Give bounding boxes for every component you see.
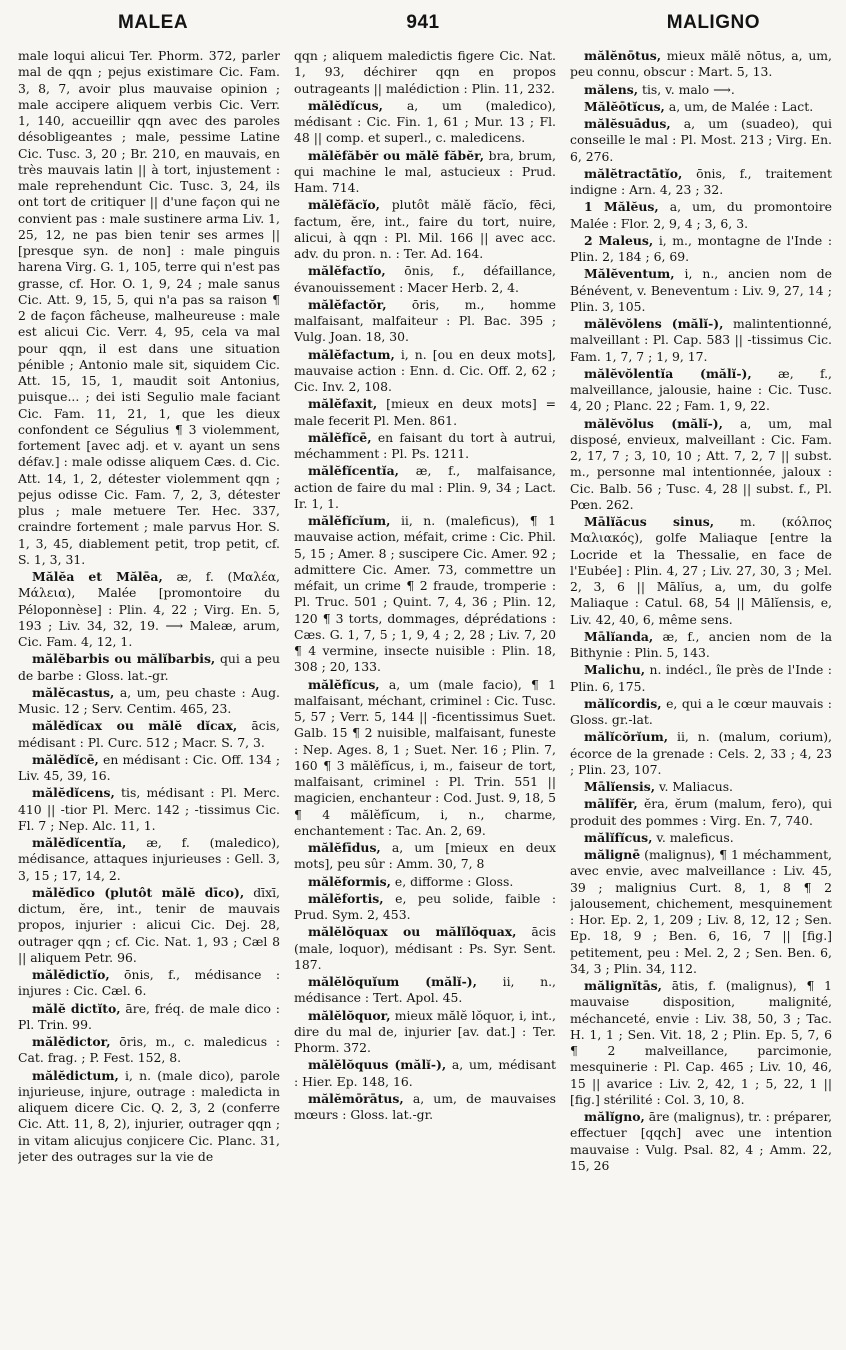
entry-headword: mălĭcŏrĭum, xyxy=(584,729,669,745)
dictionary-entry xyxy=(570,82,832,98)
dictionary-entry xyxy=(18,651,280,684)
dictionary-entry xyxy=(570,629,832,662)
entry-definition: mieux mălĕ nōtus, a, um, peu connu, obscur : Mart. 5, 13. xyxy=(570,48,832,80)
entry-definition: ōnis, f., médisance : injures : Cic. Cæl. 6. xyxy=(18,967,280,999)
entry-headword: mălĕfĭcentĭa, xyxy=(308,463,399,479)
entry-definition: a, um, mal disposé, envieux, malveillant : Cic. Fam. 2, 17, 7 ; 3, 10, 10 ; Att. 7, 2, 7 || subst. m., personne mal intentionnée, jaloux : Cic. Balb. 56 ; Tusc. 4, 28 || subst. f., Pl. Pœn. 262. xyxy=(570,415,832,512)
dictionary-entry xyxy=(570,266,832,315)
entry-headword: mălĭfĭcus, xyxy=(584,829,653,845)
entry-headword: mălĕlŏquĭum (mălĭ-), xyxy=(308,974,477,989)
dictionary-entry xyxy=(294,98,556,147)
entry-definition: n. indécl., île près de l'Inde : Plin. 6, 175. xyxy=(570,662,832,694)
entry-headword: mălĕbarbis ou mălĭbarbis, xyxy=(32,651,216,667)
entry-definition: qqn ; aliquem maledictis figere Cic. Nat. 1, 93, déchirer qqn en propos outrageants || malédiction : Plin. 11, 232. xyxy=(294,48,556,96)
dictionary-entry xyxy=(570,830,832,846)
dictionary-entry xyxy=(294,430,556,463)
dictionary-entry xyxy=(294,1057,556,1090)
entry-headword: mălĕdĭcax ou mălĕ dĭcax, xyxy=(32,718,238,734)
entry-headword: 1 Mălĕus, xyxy=(584,199,659,215)
dictionary-entry xyxy=(570,978,832,1108)
entry-definition: malintentionné, malveillant : Pl. Cap. 583 || -tissimus Cic. Fam. 1, 7, 7 ; 1, 9, 17. xyxy=(570,316,832,364)
entry-definition: i, m., montagne de l'Inde : Plin. 2, 184 ; 6, 69. xyxy=(570,232,832,264)
entry-headword: mălĕmōrātus, xyxy=(308,1090,404,1106)
entry-definition: en faisant du tort à autrui, méchamment : Pl. Ps. 1211. xyxy=(294,429,556,461)
entry-definition: āre, fréq. de male dico : Pl. Trin. 99. xyxy=(18,1000,280,1032)
entry-definition: ii, n. (maleficus), ¶ 1 mauvaise action, méfait, crime : Cic. Phil. 5, 15 ; Amer. 8 ; suscipere Cic. Amer. 92 ; admittere Cic. Amer. 73, commettre un méfait, un crime ¶ 2 fraude, tromperie : Pl. Truc. 501 ; Quint. 7, 4, 36 ; Plin. 12, 120 ¶ 3 torts, dommages, déprédations : Cæs. G. 1, 7, 5 ; 1, 9, 4 ; 2, 28 ; Liv. 7, 20 ¶ 4 vermine, insecte nuisible : Plin. 18, 308 ; 20, 133. xyxy=(294,513,556,675)
entry-definition: æ, f., ancien nom de la Bithynie : Plin. 5, 143. xyxy=(570,628,832,660)
dictionary-entry xyxy=(18,718,280,751)
entry-definition: æ, f. (maledico), médisance, attaques injurieuses : Gell. 3, 3, 15 ; 17, 14, 2. xyxy=(18,835,280,883)
dictionary-entry xyxy=(18,1068,280,1166)
entry-definition: æ, f., malveillance, jalousie, haine : Cic. Tusc. 4, 20 ; Planc. 22 ; Fam. 1, 9, 22. xyxy=(570,365,832,414)
entry-headword: Mălĕa et Mălēa, xyxy=(32,569,163,584)
dictionary-entry xyxy=(570,48,832,81)
dictionary-entry xyxy=(570,416,832,514)
entry-headword: mălĕdictor, xyxy=(32,1034,111,1049)
entry-headword: Malichu, xyxy=(584,662,646,678)
entry-definition: v. Maliacus. xyxy=(658,779,733,794)
dictionary-entry xyxy=(294,48,556,97)
entry-definition: i, n. [ou en deux mots], mauvaise action : Enn. d. Cic. Off. 2, 62 ; Cic. Inv. 2, 108. xyxy=(294,346,556,394)
entry-definition: [mieux en deux mots] = male fecerit Pl. Men. 861. xyxy=(294,396,556,428)
entry-definition: ii, n. (malum, corium), écorce de la grenade : Cels. 2, 33 ; 4, 23 ; Plin. 23, 107. xyxy=(570,729,832,777)
dictionary-entry xyxy=(18,752,280,785)
dictionary-entry xyxy=(294,891,556,924)
entry-definition: mieux mălĕ lŏquor, i, int., dire du mal de, injurier [av. dat.] : Ter. Phorm. 372. xyxy=(294,1007,556,1055)
entry-headword: mălĕfīdus, xyxy=(308,840,381,855)
entry-definition: āre (malignus), tr. : préparer, effectuer [qqch] avec une intention mauvaise : Vulg. Psal. 82, 4 ; Amm. 22, 15, 26 xyxy=(570,1109,832,1173)
entry-headword: mălĕvŏlentĭa (mălĭ-), xyxy=(584,365,752,381)
entry-headword: mălĕfaxit, xyxy=(308,396,378,412)
entry-definition: ōris, m., homme malfaisant, malfaiteur : Pl. Bac. 395 ; Vulg. Joan. 18, 30. xyxy=(294,296,556,345)
entry-headword: Mălĕōtĭcus, xyxy=(584,98,665,114)
dictionary-entry xyxy=(570,199,832,232)
dictionary-entry xyxy=(18,967,280,1000)
entry-headword: Mālĭensis, xyxy=(584,779,656,794)
column-middle xyxy=(294,48,556,1338)
dictionary-entry xyxy=(294,1091,556,1124)
entry-definition: i, n. (male dico), parole injurieuse, injure, outrage : maledicta in aliquem dicere Cic. Q. 2, 3, 2 (conferre Cic. Att. 11, 8, 2), injurier, outrager qqn ; in vitam alicujus conjicere Cic. Planc. 31, jeter des outrages sur la vie de xyxy=(18,1067,280,1164)
entry-definition: ācis, médisant : Pl. Curc. 512 ; Macr. S. 7, 3. xyxy=(18,718,280,750)
entry-definition: ōnis, f., traitement indigne : Arn. 4, 23 ; 32. xyxy=(570,165,832,197)
entry-headword: mălĕvŏlus (mălĭ-), xyxy=(584,415,723,431)
entry-definition: e, peu solide, faible : Prud. Sym. 2, 453. xyxy=(294,890,556,922)
entry-definition: a, um, peu chaste : Aug. Music. 12 ; Serv. Centim. 465, 23. xyxy=(18,684,280,716)
dictionary-entry xyxy=(570,233,832,266)
entry-definition: ātis, f. (malignus), ¶ 1 mauvaise disposition, malignité, méchanceté, envie : Liv. 38, 50, 3 ; Tac. H. 1, 1 ; Sen. Vit. 18, 2 ; Plin. Ep. 5, 7, 6 ¶ 2 malveillance, parcimonie, mesquinerie : Pl. Cap. 465 ; Liv. 10, 46, 15 || avarice : Liv. 2, 42, 1 ; 5, 22, 1 || [fig.] stérilité : Col. 3, 10, 8. xyxy=(570,978,832,1107)
entry-headword: mălĕsuādus, xyxy=(584,116,671,131)
entry-headword: mălĕdictum, xyxy=(32,1067,119,1083)
dictionary-entry xyxy=(570,662,832,695)
entry-headword: mălignē xyxy=(584,847,641,862)
dictionary-entry xyxy=(18,835,280,884)
entry-definition: plutôt mălĕ făcĭo, fēci, factum, ĕre, int., faire du tort, nuire, alicui, à qqn : Pl. Mil. 166 || avec acc. adv. du pron. n. : Ter. Ad. 164. xyxy=(294,197,556,261)
dictionary-entry xyxy=(18,1001,280,1034)
entry-definition: e, qui a le cœur mauvais : Gloss. gr.-lat. xyxy=(570,695,832,727)
entry-definition: (malignus), ¶ 1 méchamment, avec envie, avec malveillance : Liv. 45, 39 ; malignius Curt. 8, 1, 8 ¶ 2 jalousement, chichement, mesquinement : Hor. Ep. 2, 1, 209 ; Liv. 8, 12, 12 ; Sen. Ep. 18, 9 ; Ben. 6, 16, 7 || [fig.] petitement, peu : Mel. 2, 2 ; Sen. Ben. 6, 34, 3 ; Plin. 34, 112. xyxy=(570,847,832,976)
entry-definition: a, um, de Malée : Lact. xyxy=(668,98,814,114)
dictionary-entry xyxy=(294,347,556,396)
entry-definition: a, um (maledico), médisant : Cic. Fin. 1, 61 ; Mur. 13 ; Fl. 48 || comp. et superl., c. maledicens. xyxy=(294,97,556,146)
entry-definition: æ, f., malfaisance, action de faire du mal : Plin. 9, 34 ; Lact. Ir. 1, 1. xyxy=(294,463,556,511)
dictionary-entry xyxy=(294,974,556,1007)
entry-headword: mălĕfĭcus, xyxy=(308,676,380,692)
entry-definition: a, um [mieux en deux mots], peu sûr : Amm. 30, 7, 8 xyxy=(294,840,556,872)
dictionary-columns xyxy=(18,48,832,1338)
dictionary-entry xyxy=(570,366,832,415)
entry-definition: ōnis, f., défaillance, évanouissement : Macer Herb. 2, 4. xyxy=(294,263,556,295)
entry-headword: mălens, xyxy=(584,81,639,97)
entry-definition: a, um, médisant : Hier. Ep. 148, 16. xyxy=(294,1057,556,1089)
dictionary-entry xyxy=(294,263,556,296)
entry-headword: mălĕformis, xyxy=(308,873,391,889)
entry-headword: mălĕvŏlens (mălĭ-), xyxy=(584,316,724,331)
dictionary-entry xyxy=(18,1034,280,1067)
dictionary-entry xyxy=(294,924,556,973)
entry-definition: ācis (male, loquor), médisant : Ps. Syr. Sent. 187. xyxy=(294,924,556,972)
entry-headword: mălĕcastus, xyxy=(32,684,115,700)
entry-headword: mălignĭtās, xyxy=(584,978,662,993)
dictionary-entry xyxy=(294,874,556,890)
entry-headword: mālĭfĕr, xyxy=(584,796,638,812)
entry-headword: mălĕfortis, xyxy=(308,890,384,906)
dictionary-entry xyxy=(18,48,280,568)
entry-definition: ii, n., médisance : Tert. Apol. 45. xyxy=(294,974,556,1006)
entry-definition: tis, v. malo ⟶. xyxy=(641,81,735,97)
entry-definition: a, um (suadeo), qui conseille le mal : Pl. Most. 213 ; Virg. En. 6, 276. xyxy=(570,116,832,164)
entry-headword: mălĕtractātĭo, xyxy=(584,165,683,181)
entry-headword: Mālĭanda, xyxy=(584,628,654,644)
dictionary-entry xyxy=(570,166,832,199)
column-left xyxy=(18,48,280,1338)
entry-definition: qui a peu de barbe : Gloss. lat.-gr. xyxy=(18,651,280,683)
entry-headword: 2 Maleus, xyxy=(584,232,654,248)
dictionary-entry xyxy=(294,463,556,512)
dictionary-entry xyxy=(294,840,556,873)
dictionary-entry xyxy=(18,785,280,834)
entry-definition: a, um, du promontoire Malée : Flor. 2, 9, 4 ; 3, 6, 3. xyxy=(570,199,832,231)
running-head-left: MALEA xyxy=(118,12,189,33)
dictionary-entry xyxy=(294,148,556,197)
entry-headword: mălĕfăbĕr ou mălĕ făbĕr, xyxy=(308,147,485,163)
dictionary-entry xyxy=(570,99,832,115)
dictionary-entry xyxy=(570,796,832,829)
dictionary-entry xyxy=(294,677,556,840)
entry-definition: e, difforme : Gloss. xyxy=(394,873,514,889)
entry-headword: mălĭcordis, xyxy=(584,695,662,711)
entry-headword: mălĕfĭcĭum, xyxy=(308,513,391,528)
entry-headword: mălĕfactŏr, xyxy=(308,296,387,312)
running-head-right: MALIGNO xyxy=(666,12,760,33)
entry-headword: Mălĕventum, xyxy=(584,266,675,282)
entry-definition: i, n., ancien nom de Bénévent, v. Beneventum : Liv. 9, 27, 14 ; Plin. 3, 105. xyxy=(570,266,832,314)
entry-headword: Mālĭăcus sinus, xyxy=(584,514,715,529)
dictionary-entry xyxy=(570,696,832,729)
dictionary-entry xyxy=(570,847,832,977)
entry-headword: mălĕdĭcens, xyxy=(32,785,115,801)
dictionary-entry xyxy=(18,685,280,718)
entry-headword: mălĕdĭcus, xyxy=(308,97,383,113)
dictionary-entry xyxy=(570,514,832,628)
page-header xyxy=(0,0,846,40)
entry-definition: m. (κόλπος Μαλιακός), golfe Maliaque [entre la Locride et la Thessalie, en face de l'Eubée] : Plin. 4, 27 ; Liv. 27, 30, 3 ; Mel. 2, 3, 6 || Mālĭus, a, um, du golfe Maliaque : Catul. 68, 54 || Mālĭensis, e, Liv. 42, 40, 6, même sens. xyxy=(570,514,832,627)
entry-headword: mălĕdictĭo, xyxy=(32,967,110,982)
entry-headword: mălĕfĭcē, xyxy=(308,429,372,445)
entry-headword: mălĕdĭcē, xyxy=(32,751,99,767)
dictionary-entry xyxy=(294,396,556,429)
entry-definition: ĕra, ĕrum (malum, fero), qui produit des pommes : Virg. En. 7, 740. xyxy=(570,796,832,828)
dictionary-entry xyxy=(570,116,832,165)
entry-definition: dīxī, dictum, ĕre, int., tenir de mauvais propos, injurier : alicui Cic. Dej. 28, outrager qqn ; cf. Cic. Nat. 1, 93 ; Cæl 8 || aliquem Petr. 96. xyxy=(18,884,280,965)
entry-definition: v. maleficus. xyxy=(656,829,734,845)
dictionary-entry xyxy=(294,513,556,676)
entry-headword: mălĕ dictĭto, xyxy=(32,1000,121,1016)
dictionary-entry xyxy=(294,197,556,262)
entry-headword: mălĕfactum, xyxy=(308,346,395,362)
entry-headword: mălĕlŏquor, xyxy=(308,1007,391,1023)
entry-headword: mălĕfăcĭo, xyxy=(308,197,380,213)
dictionary-entry xyxy=(18,569,280,650)
dictionary-entry xyxy=(570,779,832,795)
entry-definition: a, um (male facio), ¶ 1 malfaisant, méchant, criminel : Cic. Tusc. 5, 57 ; Verr. 5, 144 || -ficentissimus Suet. Galb. 15 ¶ 2 nuisible, malfaisant, funeste : Nep. Ages. 8, 1 ; Suet. Ner. 16 ; Plin. 7, 160 ¶ 3 mălĕfĭcus, i, m., faiseur de tort, malfaisant, criminel : Pl. Trin. 551 || magicien, enchanteur : Cod. Just. 9, 18, 5 ¶ 4 mălĕfĭcum, i, n., charme, enchantement : Tac. An. 2, 69. xyxy=(294,676,556,838)
dictionary-entry xyxy=(570,1109,832,1174)
dictionary-entry xyxy=(294,297,556,346)
entry-definition: ōris, m., c. maledicus : Cat. frag. ; P. Fest. 152, 8. xyxy=(18,1034,280,1066)
dictionary-entry xyxy=(570,729,832,778)
entry-definition: male loqui alicui Ter. Phorm. 372, parler mal de qqn ; pejus existimare Cic. Fam. 3, 8, 7, avoir plus mauvaise opinion ; male accipere aliquem verbis Cic. Verr. 1, 140, accueillir qqn avec des paroles désobligeantes ; male, pessime Latine Cic. Tusc. 3, 20 ; Br. 210, en mauvais, en très mauvais latin || à tort, injustement : male reprehendunt Cic. Tusc. 3, 24, ils ont tort de critiquer || d'une façon qui ne convient pas : male sustinere arma Liv. 1, 25, 12, ne pas bien tenir ses armes || [presque syn. de non] : male pinguis harena Virg. G. 1, 105, terre qui n'est pas grasse, cf. Hor. O. 1, 9, 24 ; male sanus Cic. Att. 9, 15, 5, qui n'a pas sa raison ¶ 2 de façon fâcheuse, malheureuse : male est alicui Cic. Verr. 4, 95, cela va mal pour qqn, il est dans une situation pénible ; Antonio male sit, siquidem Cic. Att. 15, 15, 1, maudit soit Antonius, puisque... ; dei isti Segulio male faciant Cic. Fam. 11, 21, 1, que les dieux confondent ce Ségulius ¶ 3 violemment, fortement [avec adj. et v. ayant un sens défav.] : male odisse aliquem Cæs. d. Cic. Att. 14, 1, 2, détester violemment qqn ; pejus odisse Cic. Fam. 7, 2, 3, détester plus ; male metuere Ter. Hec. 337, craindre fortement ; male parvus Hor. S. 1, 3, 45, diablement petit, trop petit, cf. S. 1, 3, 31. xyxy=(18,48,280,567)
entry-definition: æ, f. (Μαλέα, Μάλεια), Malée [promontoire du Péloponnèse] : Plin. 4, 22 ; Virg. En. 5, 193 ; Liv. 34, 32, 19. ⟶ Maleæ, arum, Cic. Fam. 4, 12, 1. xyxy=(18,569,280,649)
dictionary-entry xyxy=(18,885,280,966)
entry-definition: en médisant : Cic. Off. 134 ; Liv. 45, 39, 16. xyxy=(18,751,280,783)
entry-definition: a, um, de mauvaises mœurs : Gloss. lat.-gr. xyxy=(294,1090,556,1122)
entry-definition: bra, brum, qui machine le mal, astucieux : Prud. Ham. 714. xyxy=(294,147,556,195)
entry-definition: tis, médisant : Pl. Merc. 410 || -tior Pl. Merc. 142 ; -tissimus Cic. Fl. 7 ; Nep. Alc. 11, 1. xyxy=(18,785,280,833)
entry-headword: mălĕdīco (plutôt mălĕ dīco), xyxy=(32,884,245,900)
entry-headword: mălĕlŏquus (mălĭ-), xyxy=(308,1057,447,1073)
entry-headword: mălĕdĭcentĭa, xyxy=(32,835,127,850)
column-right xyxy=(570,48,832,1338)
entry-headword: mălĕfactĭo, xyxy=(308,263,386,279)
entry-headword: mălĕlŏquax ou mălĭlŏquax, xyxy=(308,924,517,940)
entry-headword: mălĕnōtus, xyxy=(584,48,662,63)
dictionary-entry xyxy=(294,1008,556,1057)
dictionary-entry xyxy=(570,316,832,365)
page-number: 941 xyxy=(406,12,440,33)
entry-headword: mălĭgno, xyxy=(584,1109,645,1124)
